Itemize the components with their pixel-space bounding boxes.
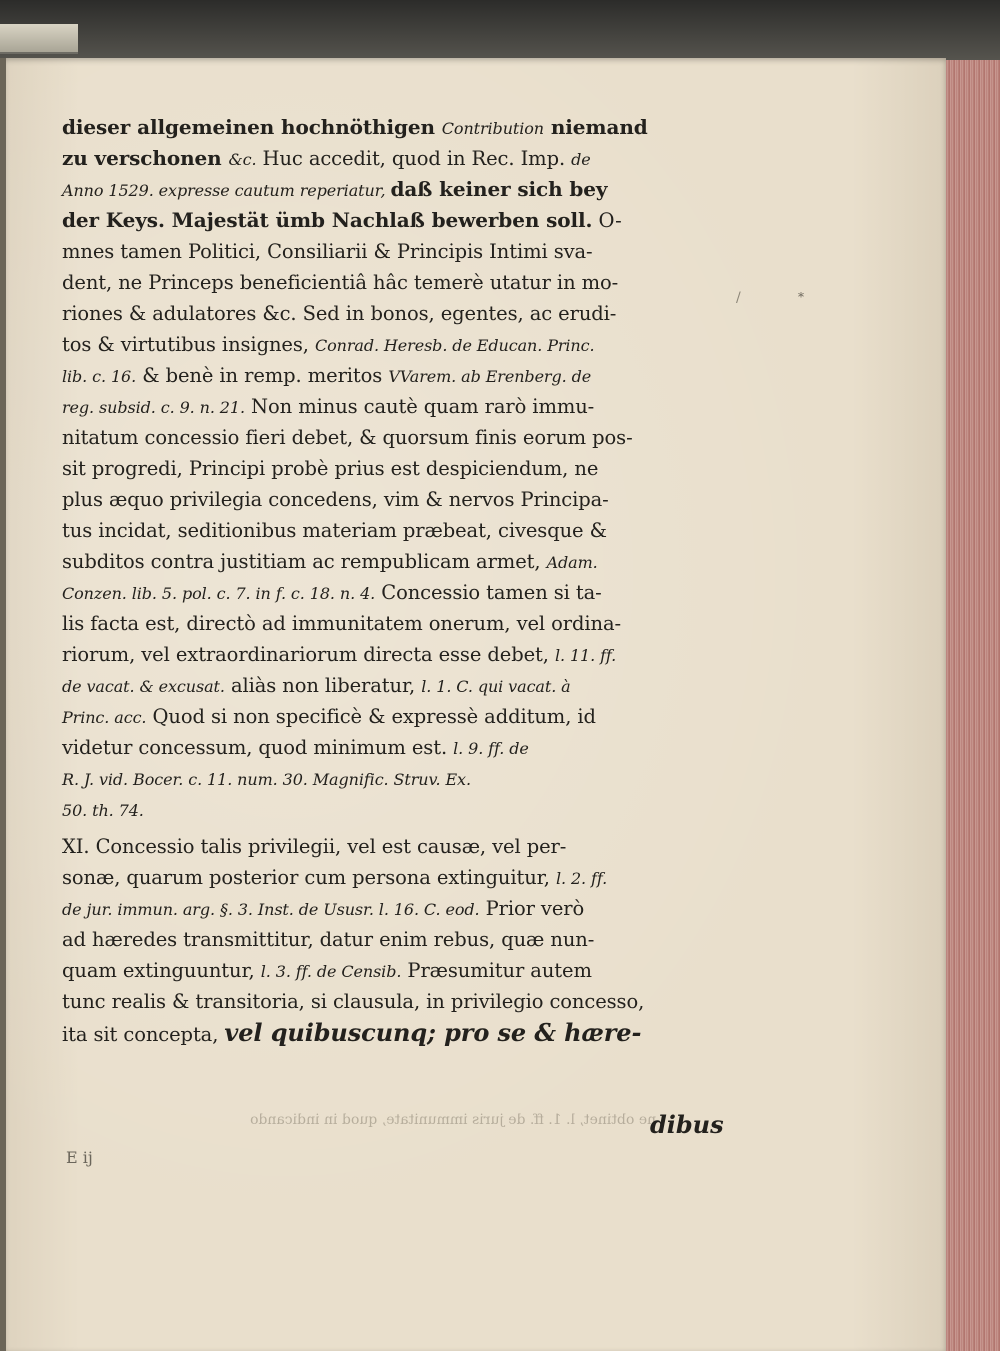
text-span-italic: de	[571, 150, 591, 169]
text-span: sit progredi, Principi probè prius est despiciendum, ne	[62, 457, 599, 480]
text-span: lis facta est, directò ad immunitatem onerum, vel ordina-	[62, 612, 622, 635]
text-line	[62, 794, 742, 825]
bleed-through-text: ne obtinet, l. 1. ff. de juris immunitate, quod in indicando	[250, 1112, 657, 1128]
text-span: tus incidat, seditionibus materiam præbeat, civesque &	[62, 519, 607, 542]
text-span: tos & virtutibus insignes,	[62, 333, 315, 356]
text-line	[62, 267, 742, 298]
text-line	[62, 515, 742, 546]
catchword: dibus	[650, 1110, 724, 1139]
book-binding	[0, 58, 6, 1351]
text-span-italic: l. 1. C. qui vacat. à	[421, 677, 571, 696]
text-span-fraktur: niemand	[544, 115, 648, 139]
text-line	[62, 484, 742, 515]
text-line	[62, 701, 742, 732]
text-line	[62, 298, 742, 329]
text-span: Prior verò	[479, 897, 585, 920]
margin-tick-mark: /	[736, 290, 741, 306]
text-line	[62, 329, 742, 360]
text-line	[62, 893, 742, 924]
text-span: tunc realis & transitoria, si clausula, in privilegio concesso,	[62, 990, 645, 1013]
page-edges	[946, 60, 1000, 1351]
text-span-emph: vel quibuscunq; pro se & hære-	[224, 1018, 642, 1047]
text-span-fraktur: daß keiner sich bey	[390, 177, 608, 201]
text-span-fraktur: der Keys. Majestät ümb Nachlaß bewerben soll.	[62, 208, 593, 232]
text-line	[62, 422, 742, 453]
text-line	[62, 577, 742, 608]
text-line	[62, 608, 742, 639]
text-line	[62, 955, 742, 986]
text-line	[62, 360, 742, 391]
signature-mark: E ij	[66, 1148, 93, 1167]
text-line	[62, 205, 742, 236]
text-line	[62, 143, 742, 174]
text-line	[62, 732, 742, 763]
text-line	[62, 391, 742, 422]
text-line	[62, 236, 742, 267]
page-body-text	[62, 112, 742, 1048]
text-line	[62, 639, 742, 670]
text-span: ita sit concepta,	[62, 1023, 225, 1046]
text-span-italic: 50. th. 74.	[62, 801, 144, 820]
text-span: videtur concessum, quod minimum est.	[62, 736, 454, 759]
text-line	[62, 453, 742, 484]
text-span: Huc accedit, quod in Rec. Imp.	[256, 147, 572, 170]
text-span-fraktur: zu verschonen	[62, 146, 229, 170]
margin-star-mark: *	[798, 290, 804, 304]
text-span: mnes tamen Politici, Consiliarii & Principis Intimi sva-	[62, 240, 593, 263]
text-span: plus æquo privilegia concedens, vim & nervos Principa-	[62, 488, 609, 511]
text-span-italic: l. 11. ff.	[554, 646, 617, 665]
text-span-italic: de vacat. & excusat.	[62, 677, 225, 696]
text-span-italic: Contribution	[441, 119, 544, 138]
text-span: aliàs non liberatur,	[224, 674, 422, 697]
text-span-italic: reg. subsid. c. 9. n. 21.	[62, 398, 245, 417]
text-span-fraktur: dieser allgemeinen hochnöthigen	[62, 115, 442, 139]
text-span-italic: l. 2. ff.	[555, 869, 608, 888]
text-line	[62, 112, 742, 143]
scanner-background	[0, 0, 1000, 62]
text-line	[62, 763, 742, 794]
text-span: & benè in remp. meritos	[136, 364, 389, 387]
text-span: dent, ne Princeps beneficientiâ hâc temerè utatur in mo-	[62, 271, 619, 294]
text-span-italic: R. J. vid. Bocer. c. 11. num. 30. Magnific. Struv. Ex.	[62, 770, 471, 789]
text-span: Quod si non specificè & expressè additum, id	[146, 705, 596, 728]
reference-card	[0, 24, 78, 54]
text-span: O-	[592, 209, 622, 232]
text-span: riorum, vel extraordinariorum directa esse debet,	[62, 643, 555, 666]
text-span: quam extinguuntur,	[62, 959, 261, 982]
text-span: Concessio tamen si ta-	[375, 581, 602, 604]
text-line	[62, 670, 742, 701]
text-span-italic: VVarem. ab Erenberg. de	[388, 367, 592, 386]
text-span-italic: Princ. acc.	[62, 708, 147, 727]
text-line	[62, 546, 742, 577]
text-span-italic: Adam.	[546, 553, 598, 572]
text-line	[62, 174, 742, 205]
text-span-italic: de jur. immun. arg. §. 3. Inst. de Ususr. l. 16. C. eod.	[62, 900, 480, 919]
text-line	[62, 831, 742, 862]
text-span-italic: l. 3. ff. de Censib.	[260, 962, 402, 981]
text-span-italic: &c.	[228, 150, 257, 169]
text-line	[62, 924, 742, 955]
text-span: XI. Concessio talis privilegii, vel est causæ, vel per-	[62, 835, 567, 858]
text-span: Præsumitur autem	[401, 959, 592, 982]
text-span: nitatum concessio fieri debet, & quorsum finis eorum pos-	[62, 426, 633, 449]
text-span: ad hæredes transmittitur, datur enim rebus, quæ nun-	[62, 928, 595, 951]
text-span-italic: l. 9. ff. de	[453, 739, 529, 758]
text-line	[62, 862, 742, 893]
text-span-italic: Conzen. lib. 5. pol. c. 7. in f. c. 18. n. 4.	[62, 584, 376, 603]
text-span-italic: Anno 1529. expresse cautum reperiatur,	[62, 181, 391, 200]
text-span: subditos contra justitiam ac rempublicam armet,	[62, 550, 547, 573]
text-span: sonæ, quarum posterior cum persona extinguitur,	[62, 866, 556, 889]
text-line	[62, 986, 742, 1017]
text-span: Non minus cautè quam rarò immu-	[244, 395, 595, 418]
text-span: riones & adulatores &c. Sed in bonos, egentes, ac erudi-	[62, 302, 617, 325]
text-line	[62, 1017, 742, 1048]
text-span-italic: lib. c. 16.	[62, 367, 137, 386]
text-span-italic: Conrad. Heresb. de Educan. Princ.	[314, 336, 595, 355]
